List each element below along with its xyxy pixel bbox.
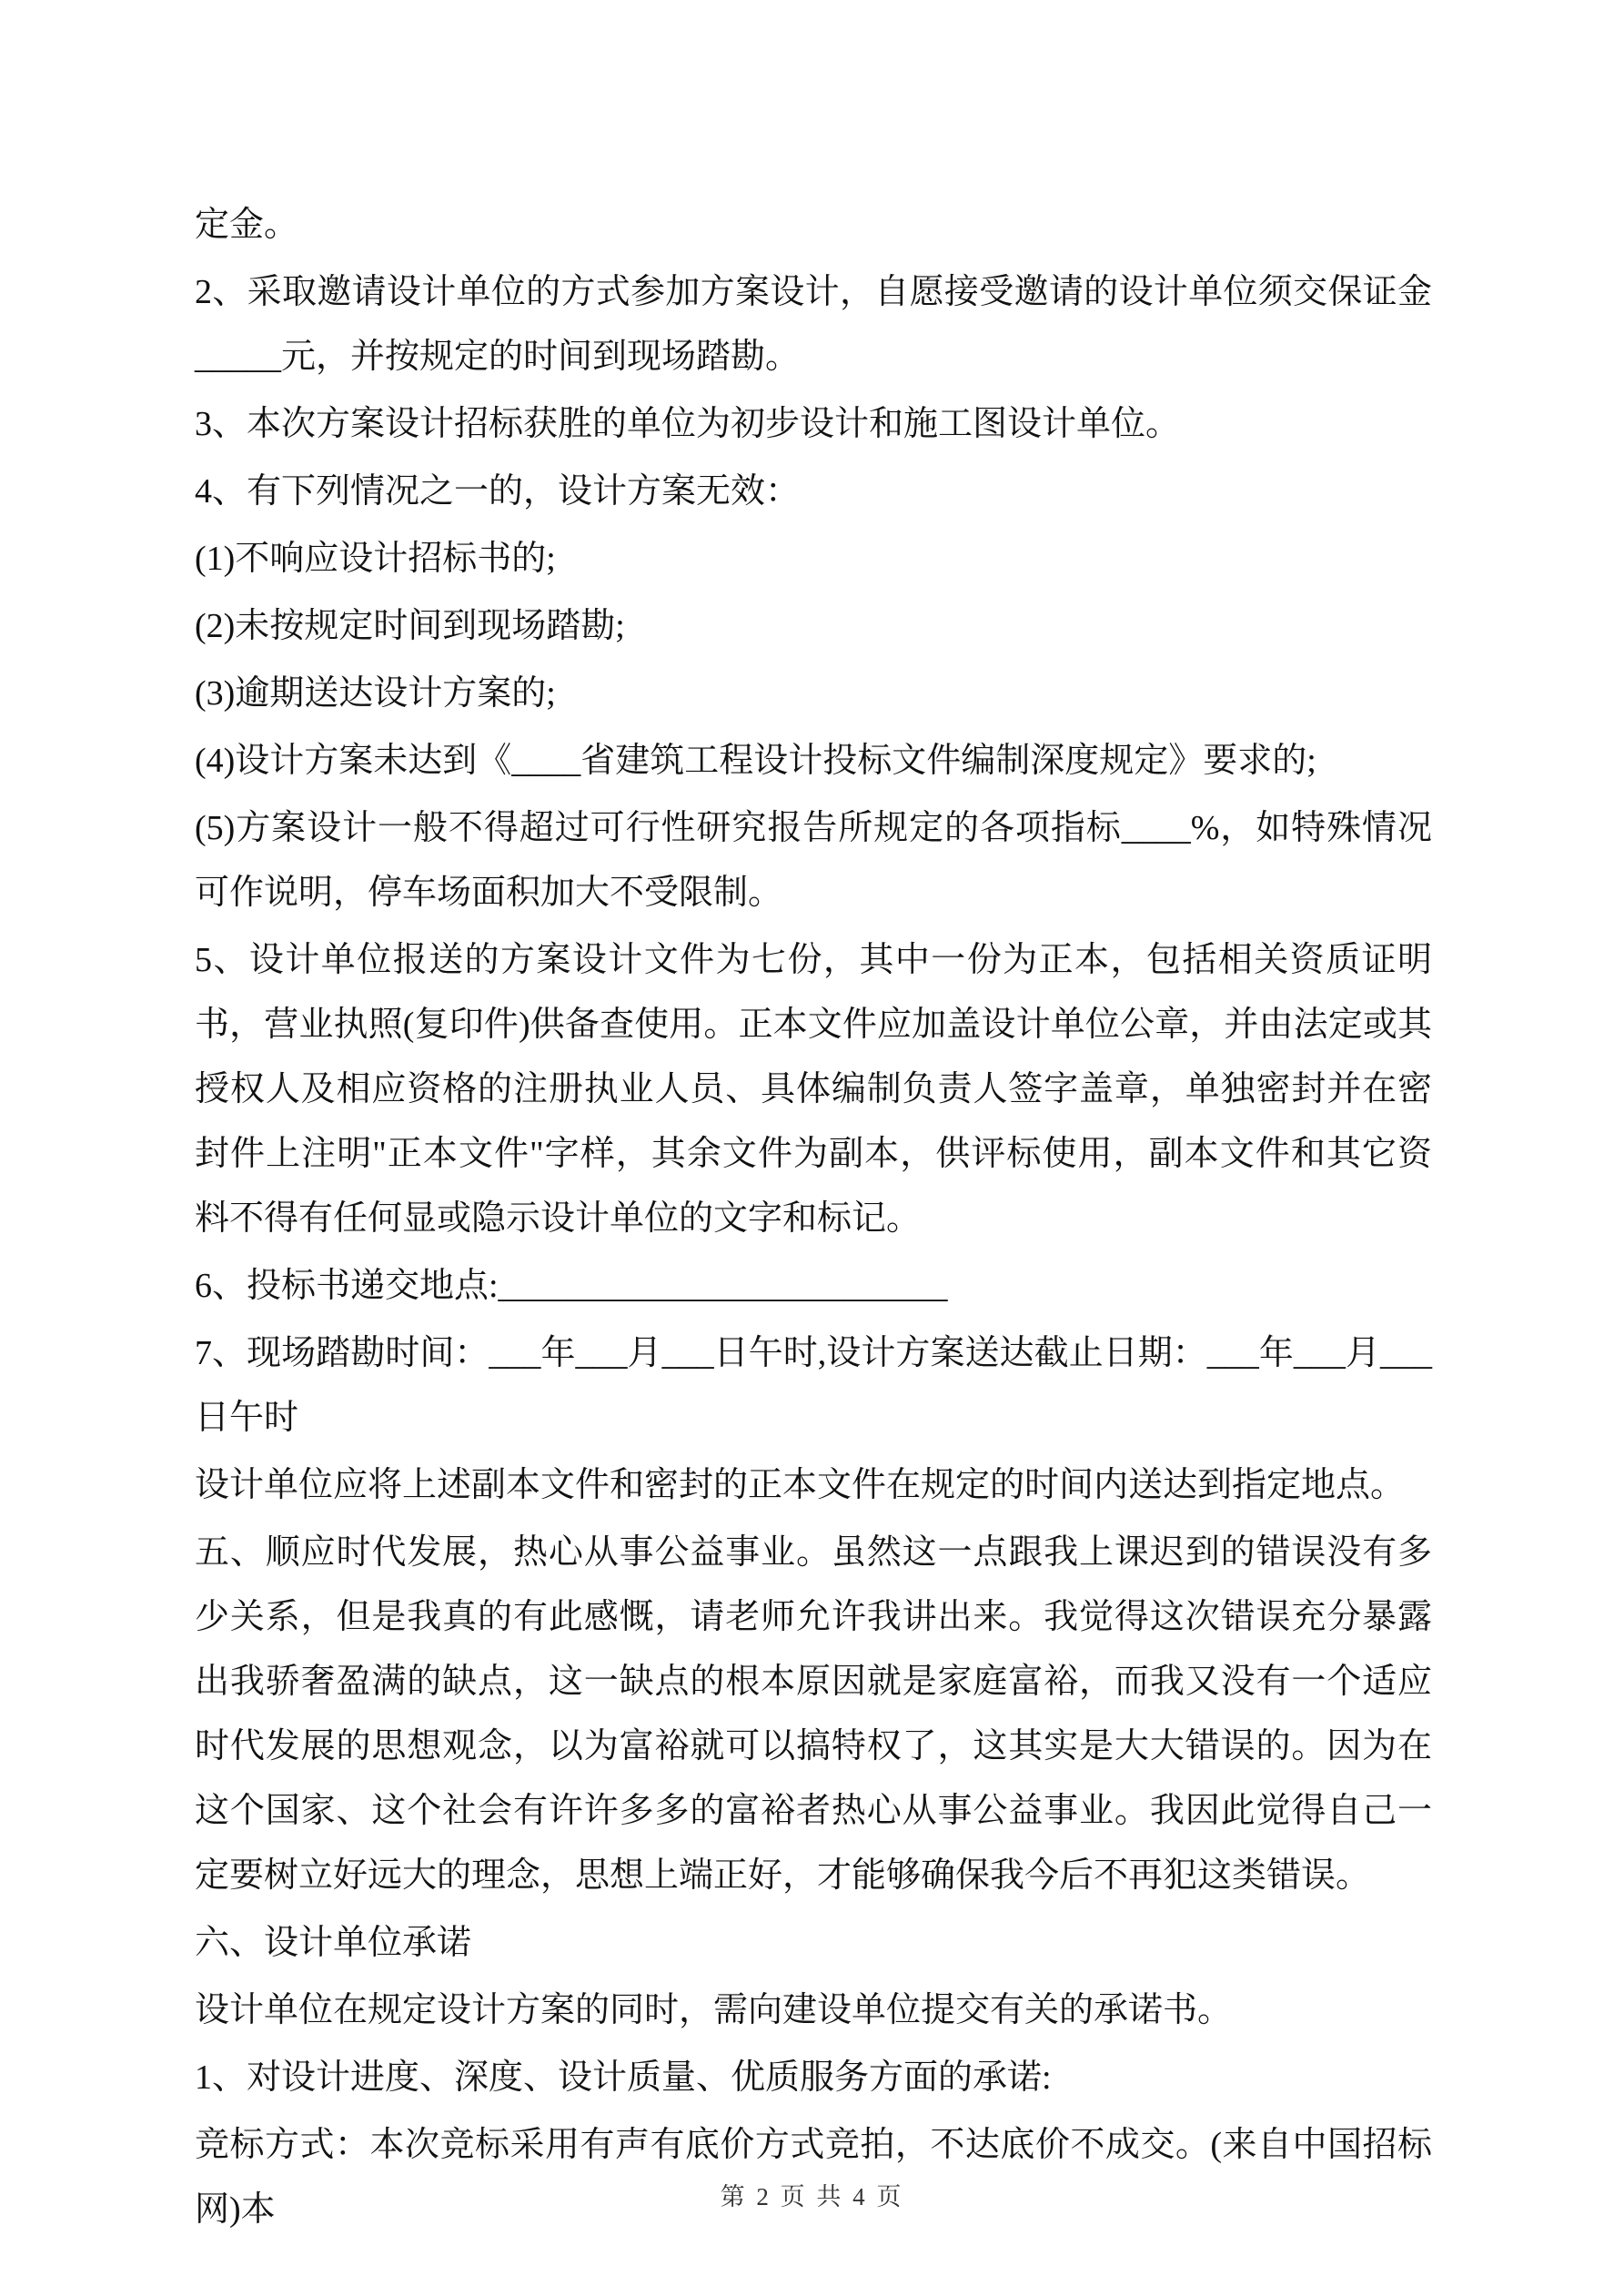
- document-body: [195, 193, 1432, 2245]
- paragraph: 5、设计单位报送的方案设计文件为七份，其中一份为正本，包括相关资质证明书，营业执照(复印件)供备查使用。正本文件应加盖设计单位公章，并由法定或其授权人及相应资格的注册执业人员、具体编制负责人签字盖章，单独密封并在密封件上注明"正本文件"字样，其余文件为副本，供评标使用，副本文件和其它资料不得有任何显或隐示设计单位的文字和标记。: [195, 941, 1432, 1238]
- paragraph: (4)设计方案未达到《____省建筑工程设计投标文件编制深度规定》要求的;: [195, 742, 1316, 780]
- paragraph: 竞标方式：本次竞标采用有声有底价方式竞拍，不达底价不成交。(来自中国招标网)本: [195, 2126, 1432, 2229]
- paragraph: (5)方案设计一般不得超过可行性研究报告所规定的各项指标____%，如特殊情况可作说明，停车场面积加大不受限制。: [195, 809, 1432, 912]
- paragraph: 定金。: [195, 206, 299, 244]
- paragraph: 2、采取邀请设计单位的方式参加方案设计，自愿接受邀请的设计单位须交保证金_____元，并按规定的时间到现场踏勘。: [195, 273, 1432, 376]
- paragraph: 设计单位应将上述副本文件和密封的正本文件在规定的时间内送达到指定地点。: [195, 1466, 1406, 1504]
- paragraph: 6、投标书递交地点:__________________________: [195, 1267, 948, 1305]
- paragraph: 六、设计单位承诺: [195, 1924, 472, 1962]
- paragraph: (3)逾期送达设计方案的;: [195, 674, 556, 713]
- paragraph: (1)不响应设计招标书的;: [195, 540, 556, 578]
- paragraph: (2)未按规定时间到现场踏勘;: [195, 607, 625, 645]
- paragraph: 设计单位在规定设计方案的同时，需向建设单位提交有关的承诺书。: [195, 1991, 1233, 2029]
- paragraph: 3、本次方案设计招标获胜的单位为初步设计和施工图设计单位。: [195, 405, 1181, 443]
- paragraph: 1、对设计进度、深度、设计质量、优质服务方面的承诺:: [195, 2058, 1052, 2097]
- paragraph: 7、现场踏勘时间：___年___月___日午时,设计方案送达截止日期：___年___月___日午时: [195, 1334, 1432, 1437]
- paragraph: 4、有下列情况之一的，设计方案无效：: [195, 472, 801, 511]
- paragraph: 五、顺应时代发展，热心从事公益事业。虽然这一点跟我上课迟到的错误没有多少关系，但是我真的有此感慨，请老师允许我讲出来。我觉得这次错误充分暴露出我骄奢盈满的缺点，这一缺点的根本原因就是家庭富裕，而我又没有一个适应时代发展的思想观念，以为富裕就可以搞特权了，这其实是大大错误的。因为在这个国家、这个社会有许许多多的富裕者热心从事公益事业。我因此觉得自己一定要树立好远大的理念，思想上端正好，才能够确保我今后不再犯这类错误。: [195, 1533, 1432, 1895]
- page-footer: 第 2 页 共 4 页: [720, 2183, 904, 2210]
